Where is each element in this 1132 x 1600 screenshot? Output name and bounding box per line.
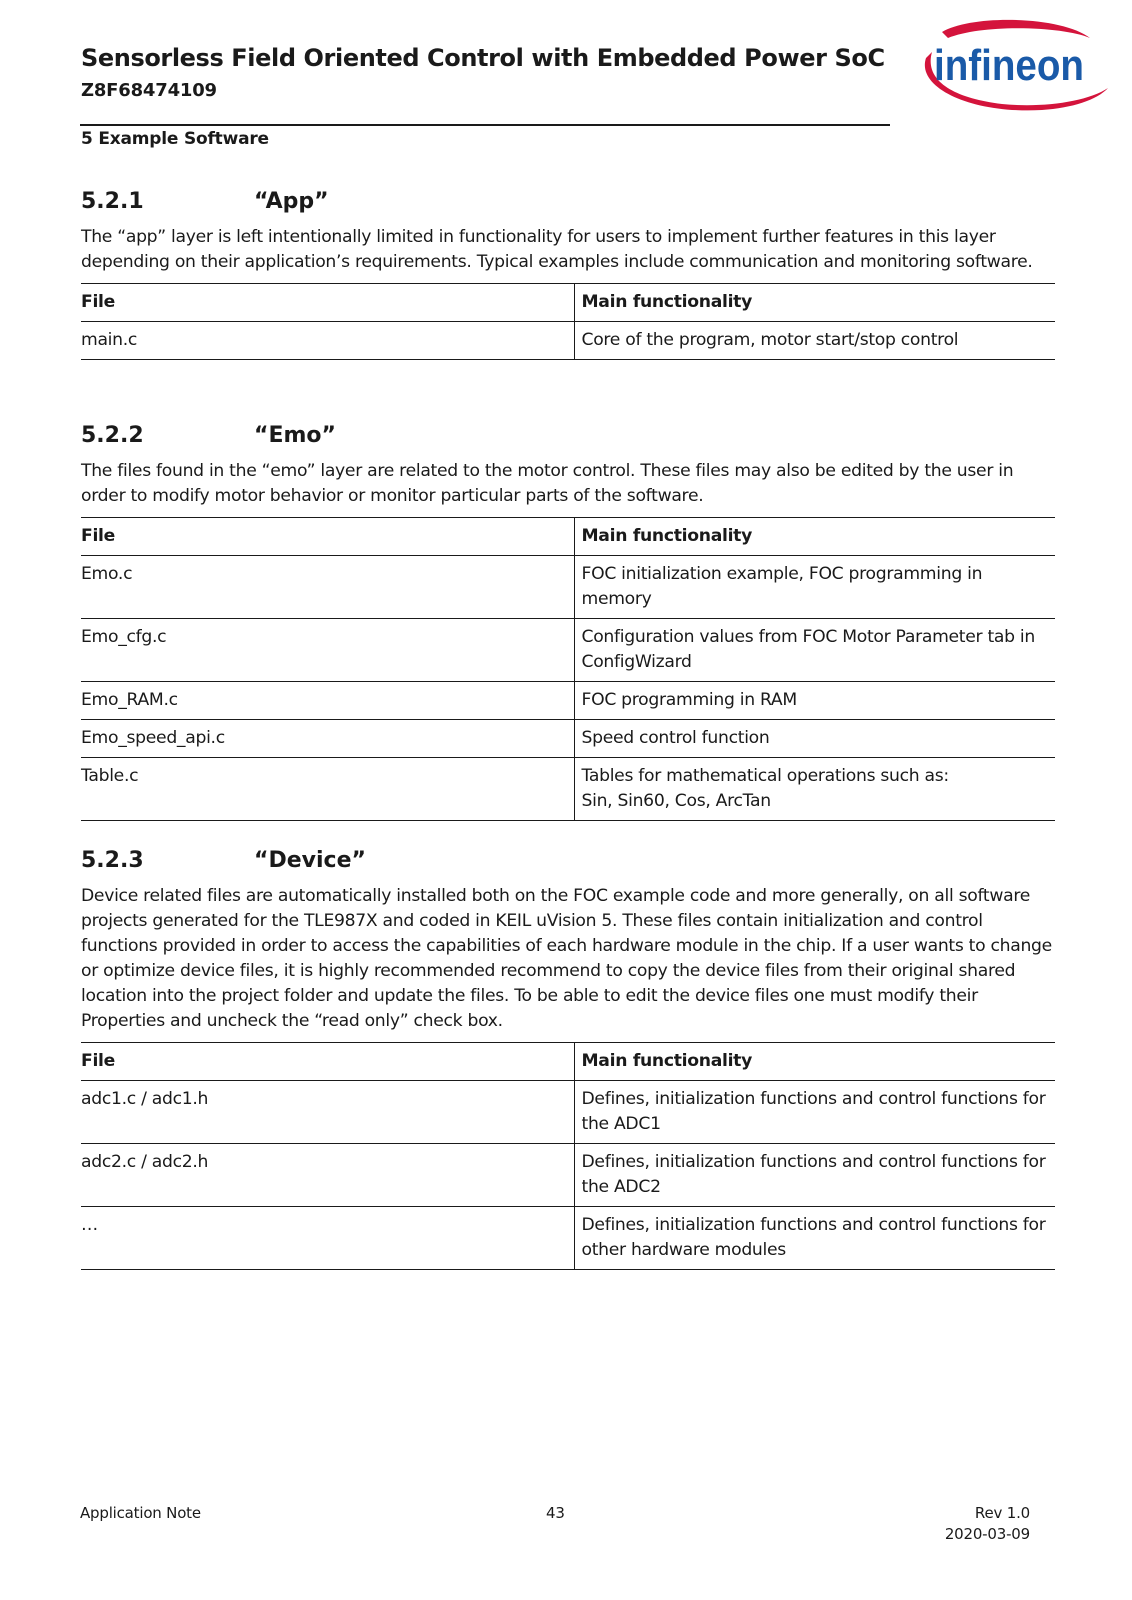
file-name-cell: Emo_cfg.c (81, 619, 574, 682)
table-header-row (81, 518, 1055, 556)
functionality-cell: Core of the program, motor start/stop control (574, 322, 1055, 360)
column-header-file: File (81, 284, 574, 322)
section-title: “Emo” (254, 423, 336, 448)
functionality-cell: FOC initialization example, FOC programming in memory (574, 556, 1055, 619)
section-device (81, 848, 1056, 1270)
functionality-cell: Defines, initialization functions and control functions for other hardware modules (574, 1207, 1055, 1270)
file-name-cell: adc1.c / adc1.h (81, 1081, 574, 1144)
file-name-cell: Emo_speed_api.c (81, 720, 574, 758)
column-header-file: File (81, 1043, 574, 1081)
section-paragraph: The “app” layer is left intentionally limited in functionality for users to implement further features in this layer depending on their application’s requirements. Typical examples include communication and monitoring software. (81, 227, 1033, 272)
table-header-row (81, 1043, 1055, 1081)
column-header-functionality: Main functionality (574, 1043, 1055, 1081)
revision: Rev 1.0 (974, 1504, 1030, 1522)
file-name-cell: Emo.c (81, 556, 574, 619)
section-title: “Device” (254, 848, 366, 873)
section-title: “App” (254, 189, 329, 214)
column-header-functionality: Main functionality (574, 518, 1055, 556)
svg-text:infineon: infineon (934, 41, 1084, 90)
functionality-cell: Speed control function (574, 720, 1055, 758)
table-row (81, 322, 1055, 360)
document-number: Z8F68474109 (81, 80, 217, 101)
functionality-cell: FOC programming in RAM (574, 682, 1055, 720)
table-row (81, 619, 1055, 682)
page-number: 43 (546, 1504, 565, 1522)
functionality-cell: Tables for mathematical operations such as: Sin, Sin60, Cos, ArcTan (574, 758, 1055, 821)
section-emo (81, 423, 1056, 821)
header-divider (80, 124, 890, 126)
table-row (81, 1144, 1055, 1207)
file-name-cell: Table.c (81, 758, 574, 821)
section-paragraph: The files found in the “emo” layer are related to the motor control. These files may also be edited by the user in order to modify motor behavior or monitor particular parts of the software. (81, 461, 1014, 506)
table-row (81, 1207, 1055, 1270)
table-row (81, 720, 1055, 758)
table-row (81, 682, 1055, 720)
table-header-row (81, 284, 1055, 322)
file-name-cell: main.c (81, 322, 574, 360)
file-name-cell: adc2.c / adc2.h (81, 1144, 574, 1207)
section-number: 5.2.2 (81, 423, 144, 448)
app-files-table (81, 283, 1055, 360)
file-name-cell: … (81, 1207, 574, 1270)
footer-doc-type: Application Note (80, 1504, 201, 1522)
document-title: Sensorless Field Oriented Control with Embedded Power SoC (81, 44, 885, 72)
table-row (81, 556, 1055, 619)
section-heading (81, 189, 1056, 225)
device-files-table (81, 1042, 1055, 1270)
functionality-cell: Defines, initialization functions and control functions for the ADC1 (574, 1081, 1055, 1144)
functionality-cell: Defines, initialization functions and control functions for the ADC2 (574, 1144, 1055, 1207)
file-name-cell: Emo_RAM.c (81, 682, 574, 720)
table-row (81, 758, 1055, 821)
infineon-logo (912, 18, 1112, 116)
section-heading (81, 423, 1056, 459)
column-header-functionality: Main functionality (574, 284, 1055, 322)
emo-files-table (81, 517, 1055, 821)
functionality-cell: Configuration values from FOC Motor Parameter tab in ConfigWizard (574, 619, 1055, 682)
section-app (81, 189, 1056, 360)
release-date: 2020-03-09 (944, 1525, 1030, 1543)
section-paragraph: Device related files are automatically installed both on the FOC example code and more generally, on all software projects generated for the TLE987X and coded in KEIL uVision 5. These files contain initialization and control functions provided in order to access the capabilities of each hardware module in the chip. If a user wants to change or optimize device files, it is highly recommended recommend to copy the device files from their original shared location into the project folder and update the files. To be able to edit the device files one must modify their Properties and uncheck the “read only” check box. (81, 886, 1052, 1031)
section-number: 5.2.1 (81, 189, 144, 214)
chapter-heading: 5 Example Software (81, 129, 269, 149)
section-heading (81, 848, 1056, 884)
table-row (81, 1081, 1055, 1144)
section-number: 5.2.3 (81, 848, 144, 873)
column-header-file: File (81, 518, 574, 556)
